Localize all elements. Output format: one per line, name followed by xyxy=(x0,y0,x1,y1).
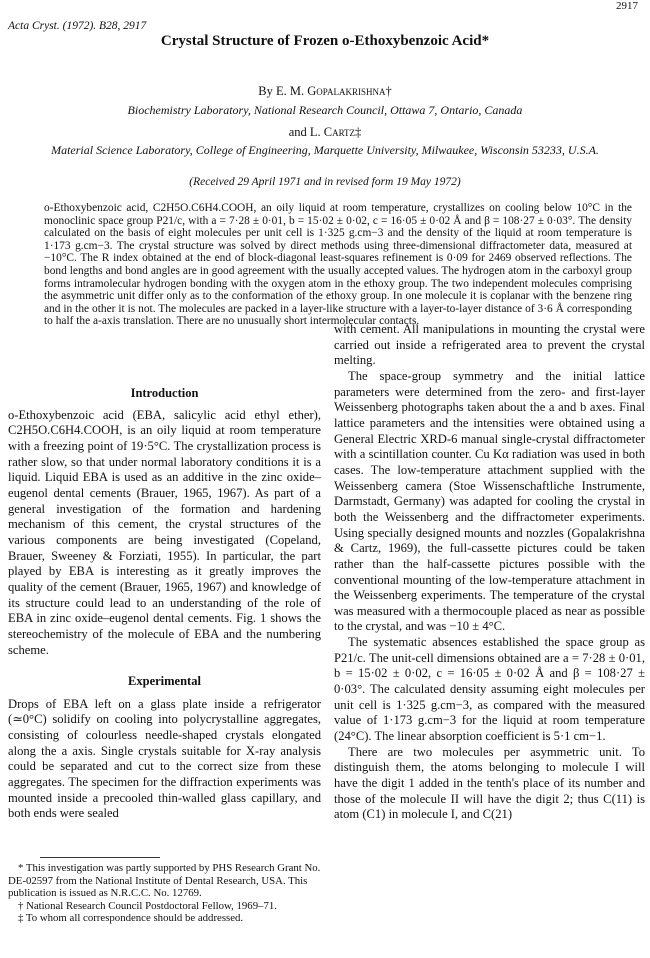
author-line-1 xyxy=(0,84,650,99)
author-line-2 xyxy=(0,125,650,140)
abstract xyxy=(44,202,632,328)
left-column xyxy=(8,386,321,822)
author-name: L. Cartz‡ xyxy=(309,125,362,139)
footnote-fellowship: † National Research Council Postdoctoral Fellow, 1969–71. xyxy=(18,899,277,912)
affiliation-1: Biochemistry Laboratory, National Research Council, Ottawa 7, Ontario, Canada xyxy=(127,103,523,117)
footnotes xyxy=(8,862,321,925)
author-prefix: and xyxy=(288,125,310,139)
affiliation-2: Material Science Laboratory, College of Engineering, Marquette University, Milwaukee, Wisconsin 53233, U.S.A. xyxy=(51,143,599,157)
author-name: E. M. Gopalakrishna† xyxy=(276,84,392,98)
right-column xyxy=(334,322,645,823)
paper-title: Crystal Structure of Frozen o-Ethoxybenzoic Acid* xyxy=(160,33,490,49)
abstract-text: o-Ethoxybenzoic acid, C2H5O.C6H4.COOH, an oily liquid at room temperature, crystallizes on cooling below 10°C in the monoclinic space group P21/c, with a = 7·28 ± 0·01, b = 15·02 ± 0·02, c = 16·05 ± 0·02 Å and β = 108·27 ± 0·03°. The density calculated on the basis of eight molecules per unit cell is 1·325 g.cm−3 and the density of the liquid at room temperature is 1·173 g.cm−3. The crystal structure was solved by direct methods using three-dimensional diffractometer data, measured at −10°C. The R index obtained at the end of block-diagonal least-squares refinement is 0·09 for 2469 observed reflections. The bond lengths and bond angles are in good agreement with the usually accepted values. The hydrogen atom in the carboxyl group forms intramolecular hydrogen bonding with the oxygen atom in the ethoxy group. The two independent molecules comprising the asymmetric unit differ only as to the conformation of the ethoxy group. In one molecule it is coplanar with the benzene ring and in the other it is not. The molecules are packed in a layer-like structure with a layer-to-layer distance of 3·6 Å corresponding to half the a-axis translation. There are no unusually short intermolecular contacts. xyxy=(44,202,632,328)
footnote-rule xyxy=(40,857,160,858)
experimental-paragraph-3: The systematic absences established the space group as P21/c. The unit-cell dimensions obtained are a = 7·28 ± 0·01, b = 15·02 ± 0·02, c = 16·05 ± 0·02 Å and β = 108·27 ± 0·03°. The calculated density assuming eight molecules per unit cell is 1·325 g.cm−3, as compared with the measured value of 1·173 g.cm−3 for the liquid at room temperature (24°C). The linear absorption coefficient is 5·1 cm−1. xyxy=(334,635,645,744)
experimental-paragraph-1: Drops of EBA left on a glass plate inside a refrigerator (≃0°C) solidify on cooling into polycrystalline aggregates, consisting of colourless needle-shaped crystals elongated along the a axis. Single crystals suitable for X-ray analysis could be separated and cut to the correct size from these aggregates. The specimen for the diffraction experiments was mounted inside a precooled thin-walled glass capillary, and both ends were sealed xyxy=(8,696,321,821)
introduction-heading: Introduction xyxy=(130,386,199,400)
footnote-correspondence: ‡ To whom all correspondence should be addressed. xyxy=(18,912,244,925)
experimental-paragraph-4: There are two molecules per asymmetric unit. To distinguish them, the atoms belonging to molecule I will have the digit 1 added in the tenth's place of its number and those of the molecule II will have the digit 2; thus C(11) is atom (C1) in molecule I, and C(21) xyxy=(334,744,645,822)
experimental-heading: Experimental xyxy=(128,674,201,689)
page-number: 2917 xyxy=(616,0,638,12)
received-dates: (Received 29 April 1971 and in revised form 19 May 1972) xyxy=(189,176,461,188)
author-prefix: By xyxy=(258,84,276,98)
footnote-funding: * This investigation was partly supported by PHS Research Grant No. DE-02597 from the National Institute of Dental Research, USA. This publication is issued as N.R.C.C. No. 12769. xyxy=(8,862,321,900)
experimental-paragraph-1-continued: with cement. All manipulations in mounting the crystal were carried out inside a refrigerated area to prevent the crystal melting. xyxy=(334,322,645,368)
experimental-paragraph-2: The space-group symmetry and the initial lattice parameters were determined from the zero- and first-layer Weissenberg photographs taken about the a and b axes. Final lattice parameters and the intensities were obtained using a General Electric XRD-6 manual single-crystal diffractometer with a scintillation counter. Cu Kα radiation was used in both cases. The low-temperature attachment supplied with the Weissenberg camera (Stoe Wissenschaftliche Instrumente, Darmstadt, Germany) was adapted for cooling the crystal in both the Weissenberg and the diffractometer experiments. Using specially designed mounts and nozzles (Gopalakrishna & Cartz, 1969), the full-cassette pictures could be taken rather than the half-cassette pictures possible with the conventional mounting of the low-temperature attachment in the Weissenberg experiments. The temperature of the crystal was measured with a thermocouple placed as near as possible to the crystal, and was −10 ± 4°C. xyxy=(334,368,645,634)
introduction-paragraph: o-Ethoxybenzoic acid (EBA, salicylic acid ethyl ether), C2H5O.C6H4.COOH, is an oily liquid at room temperature with a freezing point of 19·5°C. The crystallization process is rather slow, so that under normal laboratory conditions it is a liquid. Liquid EBA is used as an additive in the zinc oxide–eugenol dental cements (Brauer, 1965, 1967). As part of a general investigation of the formation and hardening mechanism of this cement, the crystal structures of the various components are being investigated (Copeland, Brauer, Sweeney & Forziati, 1955). In particular, the part played by EBA is interesting as it greatly improves the quality of the cement (Brauer, 1965, 1967) and knowledge of its structure could lead to an understanding of the role of EBA in zinc oxide–eugenol dental cements. Fig. 1 shows the stereochemistry of the molecule of EBA and the numbering scheme. xyxy=(8,407,321,657)
journal-citation: Acta Cryst. (1972). B28, 2917 xyxy=(8,20,147,32)
